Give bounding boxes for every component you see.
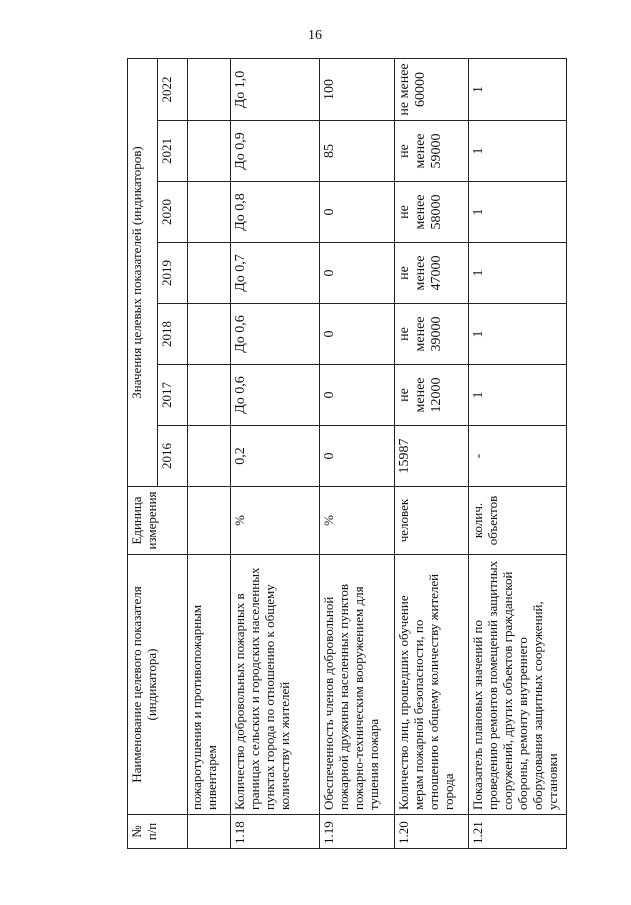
year-header: 2017 — [158, 365, 188, 426]
row-value: 85 — [320, 121, 394, 182]
row-value: не менее 39000 — [394, 304, 468, 365]
row-value: не менее 12000 — [394, 365, 468, 426]
row-unit: % — [320, 487, 394, 555]
table-row — [320, 58, 394, 848]
row-value: 1 — [469, 121, 567, 182]
row-value: 0 — [320, 243, 394, 304]
row-value: 15987 — [394, 426, 468, 487]
year-header: 2018 — [158, 304, 188, 365]
table-row — [469, 58, 567, 848]
row-num: 1.19 — [320, 815, 394, 849]
year-header: 2020 — [158, 182, 188, 243]
row-num: 1.18 — [231, 815, 320, 849]
table-header-row — [128, 58, 158, 848]
row-value — [188, 243, 231, 304]
row-value: 1 — [469, 243, 567, 304]
year-header: 2016 — [158, 426, 188, 487]
row-value: 0 — [320, 304, 394, 365]
col-name-header: Наименование целевого показателя (индикатора) — [128, 555, 188, 815]
row-value: До 1,0 — [231, 58, 320, 120]
row-name: пожаротушения и противопожарным инвентарем — [188, 555, 231, 815]
row-value: 1 — [469, 58, 567, 120]
row-value: - — [469, 426, 567, 487]
row-name: Обеспеченность членов добровольной пожарной дружины населенных пунктов пожарно-техническим вооружением для тушения пожара — [320, 555, 394, 815]
page-number: 16 — [308, 28, 322, 43]
indicators-table — [127, 58, 567, 849]
row-value: не менее 47000 — [394, 243, 468, 304]
row-value — [188, 182, 231, 243]
row-value: 1 — [469, 304, 567, 365]
row-unit: человек — [394, 487, 468, 555]
row-unit: % — [231, 487, 320, 555]
row-value: 0 — [320, 182, 394, 243]
row-num: 1.21 — [469, 815, 567, 849]
row-unit: колич. объектов — [469, 487, 567, 555]
col-unit-header: Единица измерения — [128, 487, 188, 555]
year-header: 2022 — [158, 58, 188, 120]
row-value: До 0,8 — [231, 182, 320, 243]
row-name: Количество лиц, прошедших обучение мерам пожарной безопасности, по отношению к общему количеству жителей города — [394, 555, 468, 815]
row-value: не менее 59000 — [394, 121, 468, 182]
row-value — [188, 304, 231, 365]
row-value — [188, 58, 231, 120]
row-value: 100 — [320, 58, 394, 120]
row-unit — [188, 487, 231, 555]
row-value: До 0,6 — [231, 304, 320, 365]
row-value: До 0,9 — [231, 121, 320, 182]
row-value — [188, 121, 231, 182]
table-row — [188, 58, 231, 848]
rotated-table-wrapper — [127, 59, 567, 849]
row-value: До 0,7 — [231, 243, 320, 304]
row-value: 0 — [320, 365, 394, 426]
row-value: До 0,6 — [231, 365, 320, 426]
row-value: 0 — [320, 426, 394, 487]
col-num-header: № п/п — [128, 815, 188, 849]
row-value — [188, 365, 231, 426]
row-value: 1 — [469, 365, 567, 426]
row-value: 1 — [469, 182, 567, 243]
row-num — [188, 815, 231, 849]
row-value: 0,2 — [231, 426, 320, 487]
year-header: 2019 — [158, 243, 188, 304]
col-values-header: Значения целевых показателей (индикаторов) — [128, 58, 158, 486]
row-num: 1.20 — [394, 815, 468, 849]
row-value: не менее 58000 — [394, 182, 468, 243]
row-name: Показатель плановых значений по проведению ремонтов помещений защитных сооружений, других объектов гражданской обороны, ремонту внутреннего оборудования защитных сооружений, установки — [469, 555, 567, 815]
row-value: не менее 60000 — [394, 58, 468, 120]
table-row — [394, 58, 468, 848]
table-row — [231, 58, 320, 848]
year-header: 2021 — [158, 121, 188, 182]
row-name: Количество добровольных пожарных в границах сельских и городских населенных пунктах города по отношению к общему количеству их жителей — [231, 555, 320, 815]
row-value — [188, 426, 231, 487]
